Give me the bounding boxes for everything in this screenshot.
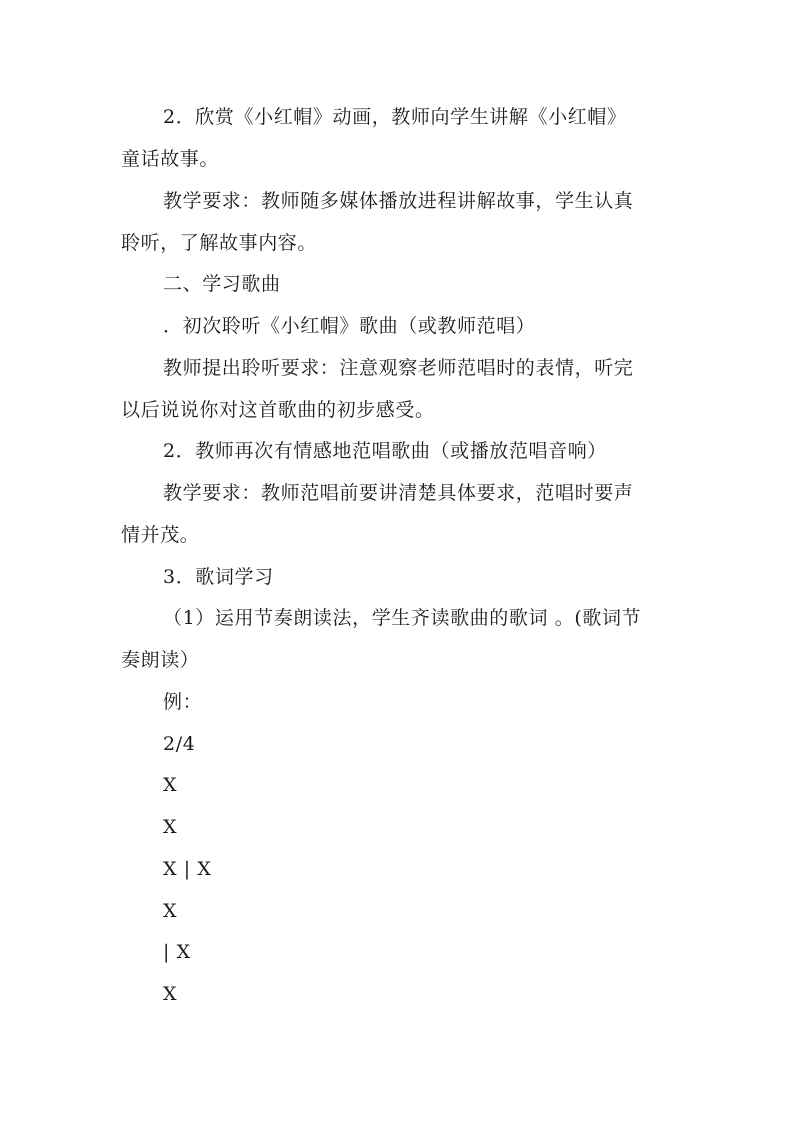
- rhythm-line: X: [163, 774, 178, 796]
- rhythm-line: X: [163, 983, 178, 1005]
- paragraph-line: 3．歌词学习: [163, 566, 274, 588]
- paragraph-line: （1）运用节奏朗读法，学生齐读歌曲的歌词 。(歌词节: [163, 607, 642, 629]
- paragraph-line: 教学要求：教师随多媒体播放进程讲解故事，学生认真: [163, 190, 634, 212]
- rhythm-line: X | X: [163, 858, 212, 880]
- paragraph-line: 2．欣赏《小红帽》动画，教师向学生讲解《小红帽》: [163, 106, 627, 128]
- paragraph-line: 教学要求：教师范唱前要讲清楚具体要求，范唱时要声: [163, 482, 634, 504]
- section-heading: 二、学习歌曲: [163, 273, 281, 295]
- paragraph-line: 童话故事。: [121, 148, 220, 170]
- paragraph-line: 例：: [163, 691, 203, 713]
- paragraph-line: 教师提出聆听要求：注意观察老师范唱时的表情，听完: [163, 357, 634, 379]
- rhythm-line: | X: [163, 941, 191, 963]
- paragraph-line: 奏朗读）: [121, 649, 200, 671]
- rhythm-line: X: [163, 900, 178, 922]
- paragraph-line: 2．教师再次有情感地范唱歌曲（或播放范唱音响）: [163, 440, 607, 462]
- paragraph-line: 聆听，了解故事内容。: [121, 232, 318, 254]
- rhythm-line: 2/4: [163, 733, 196, 755]
- paragraph-line: 情并茂。: [121, 524, 200, 546]
- rhythm-line: X: [163, 816, 178, 838]
- paragraph-line: ．初次聆听《小红帽》歌曲（或教师范唱）: [163, 315, 536, 337]
- paragraph-line: 以后说说你对这首歌曲的初步感受。: [121, 399, 435, 421]
